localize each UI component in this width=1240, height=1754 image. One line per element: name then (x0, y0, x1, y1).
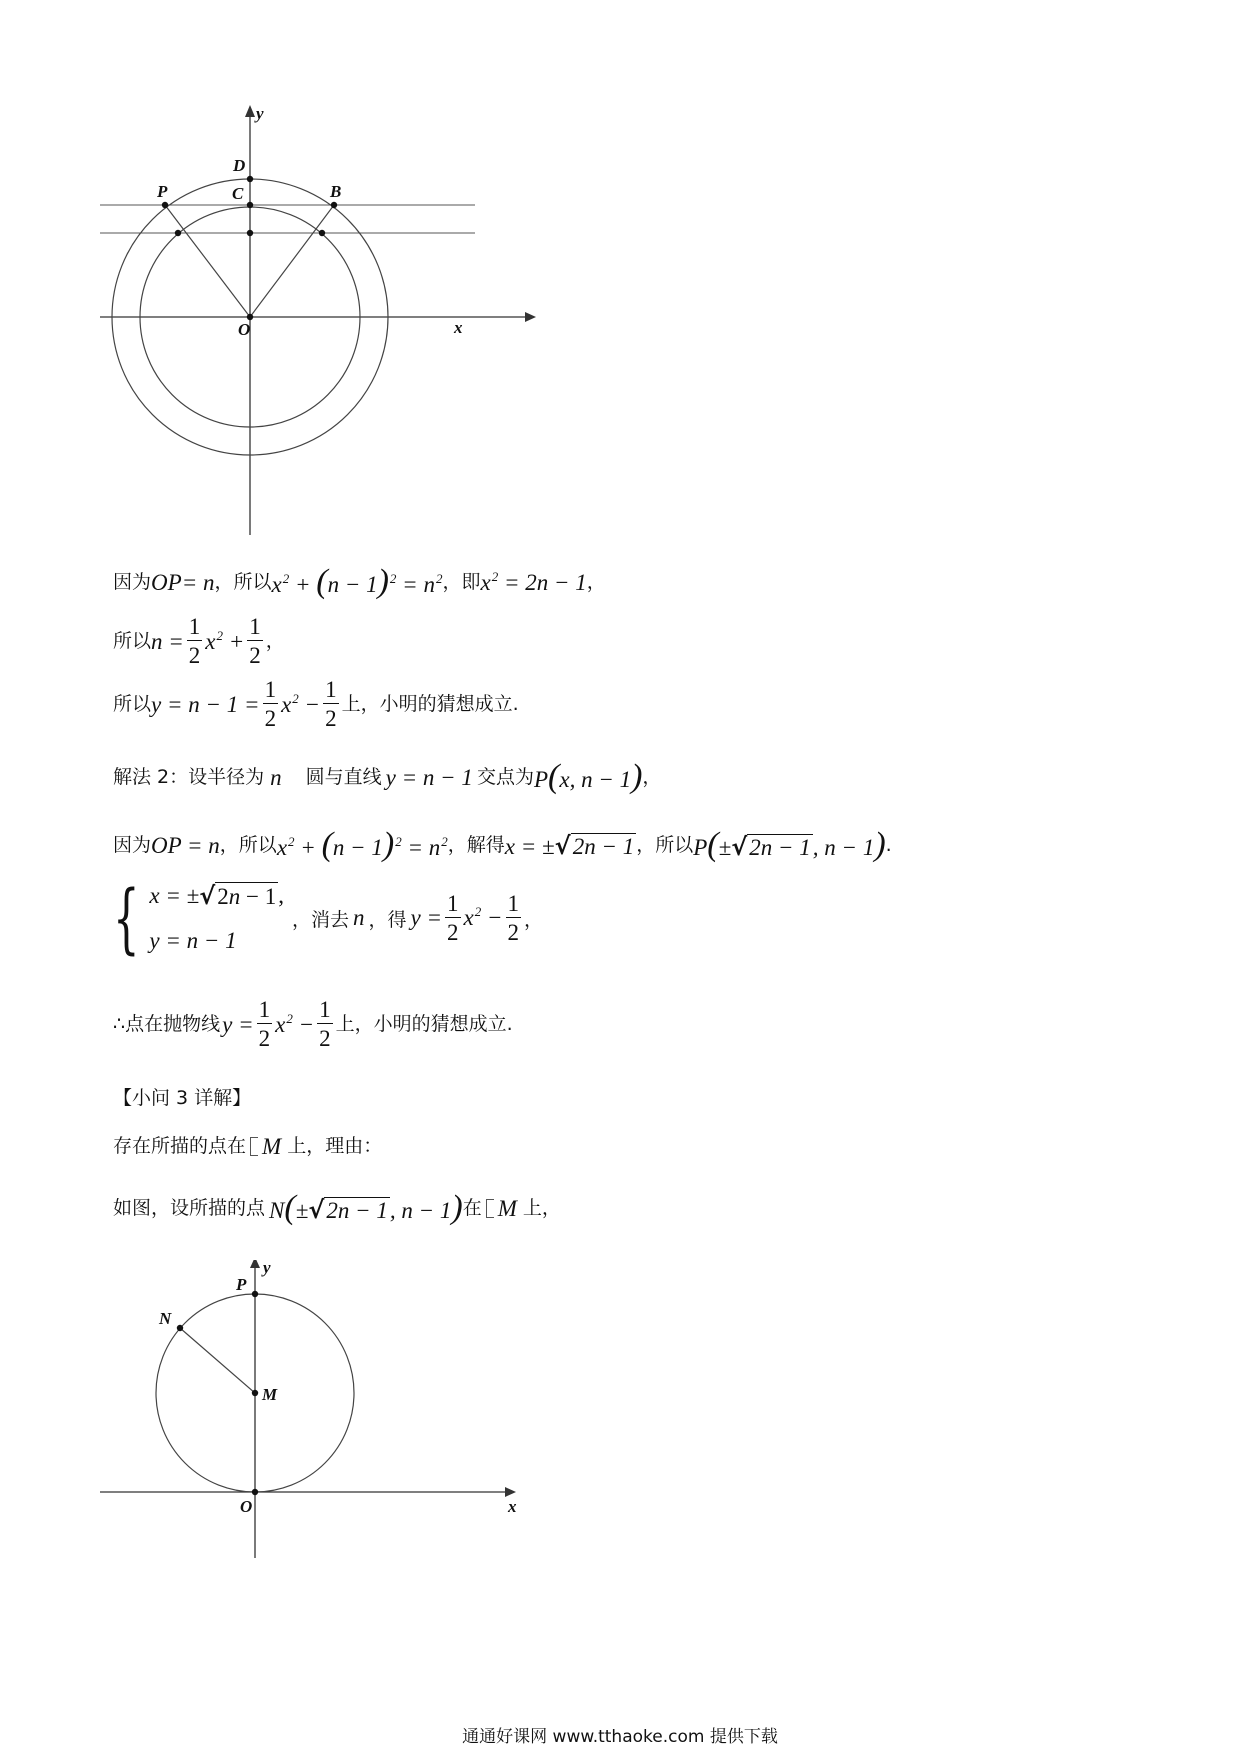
brace: { (113, 873, 140, 962)
point-P (162, 202, 168, 208)
point-N (177, 1325, 183, 1331)
text-line-9: 如图，设所描的点 N(± √ 2n − 1 , n − 1) 在 M 上， (113, 1189, 561, 1226)
figure-2-svg (100, 1260, 530, 1560)
segment-OB (250, 205, 334, 317)
text-line-3: 所以 y = n − 1 = $\frac{1}{2}$ $x^2$ − $\frac{1}{2}$ 上，小明的猜想成立. (113, 677, 519, 731)
circle-symbol (250, 1137, 258, 1156)
label-D: D (233, 156, 246, 175)
math-l1-eq2: $x^2 = 2n - 1$ (480, 568, 587, 595)
point-left-inner (175, 230, 181, 236)
section-header-3: 【小问 3 详解】 (113, 1087, 252, 1109)
text-line-1: 因为 OP = n ，所以 $x^2 + (n - 1)^2 = n^2$ ，即 $x^2 = 2n - 1$ ， (113, 563, 606, 600)
label-x: x (454, 318, 463, 337)
math-l5-sol: x = ± √ 2n − 1 (504, 831, 635, 860)
text-line-2: 所以 n = $\frac{1}{2}$ $x^2$ + $\frac{1}{2}$ ， (113, 614, 285, 668)
math-l3: y = n − 1 = (151, 691, 260, 717)
label-x: x (508, 1497, 517, 1516)
figure-concentric-circles (100, 105, 540, 545)
point-P (252, 1291, 258, 1297)
math-l4-point: P(x, n − 1) (533, 758, 643, 795)
point-center-inner (247, 230, 253, 236)
label-y: y (263, 1260, 271, 1277)
figure-1-svg (100, 105, 540, 545)
point-O (252, 1489, 258, 1495)
point-C (247, 202, 253, 208)
figure-circle-M (100, 1260, 530, 1560)
text-line-8: 存在所描的点在 M 上，理由： (113, 1134, 383, 1159)
x-axis-arrow (525, 312, 536, 322)
text-line-6-system: { x = ± √ 2n − 1 , y = n − 1 ，消去 n ，得 y = $\frac{1}{2}$ $x^2$ − $\frac{1}{2}$ ， (113, 873, 544, 962)
point-B (331, 202, 337, 208)
math-l9-point: N(± √ 2n − 1 , n − 1) (269, 1189, 463, 1226)
equation-system: x = ± √ 2n − 1 , y = n − 1 (149, 882, 284, 953)
y-axis-arrow (245, 105, 255, 117)
label-O: O (240, 1497, 253, 1516)
label-M: M (262, 1385, 278, 1404)
label-O: O (238, 320, 251, 339)
math-l5-eq: $x^2 + (n - 1)^2 = n^2$ (276, 826, 448, 863)
math-l2: n = (151, 628, 184, 654)
math-l4-line: y = n − 1 (385, 764, 473, 790)
point-D (247, 176, 253, 182)
point-right-inner (319, 230, 325, 236)
text-line-5: 因为 OP = n ，所以 $x^2 + (n - 1)^2 = n^2$ ，解得 x = ± √ 2n − 1 ，所以 P(± √ 2n − 1 , n − 1) . (113, 826, 892, 863)
circle-symbol (486, 1199, 494, 1218)
text-line-4: 解法 2：设半径为 n 圆与直线 y = n − 1 交点为 P(x, n − 1) ， (113, 758, 662, 795)
x-axis-arrow (505, 1487, 516, 1497)
label-y: y (256, 105, 264, 123)
point-M (252, 1390, 258, 1396)
math-l5-point: P(± √ 2n − 1 , n − 1) (693, 826, 886, 863)
math-l1-eq1: $x^2 + (n - 1)^2 = n^2$ (271, 563, 443, 600)
label-C: C (232, 184, 244, 203)
label-P: P (157, 182, 168, 201)
label-N: N (159, 1309, 172, 1328)
segment-MN (180, 1328, 255, 1393)
footer-text: 通通好课网 www.tthaoke.com 提供下载 (462, 1727, 778, 1747)
text-line-7: ∴点在抛物线 y = $\frac{1}{2}$ $x^2$ − $\frac{1}{2}$ 上，小明的猜想成立. (113, 997, 513, 1051)
y-axis-arrow (250, 1260, 260, 1268)
label-P: P (236, 1275, 247, 1294)
segment-OP (165, 205, 250, 317)
label-B: B (330, 182, 342, 201)
